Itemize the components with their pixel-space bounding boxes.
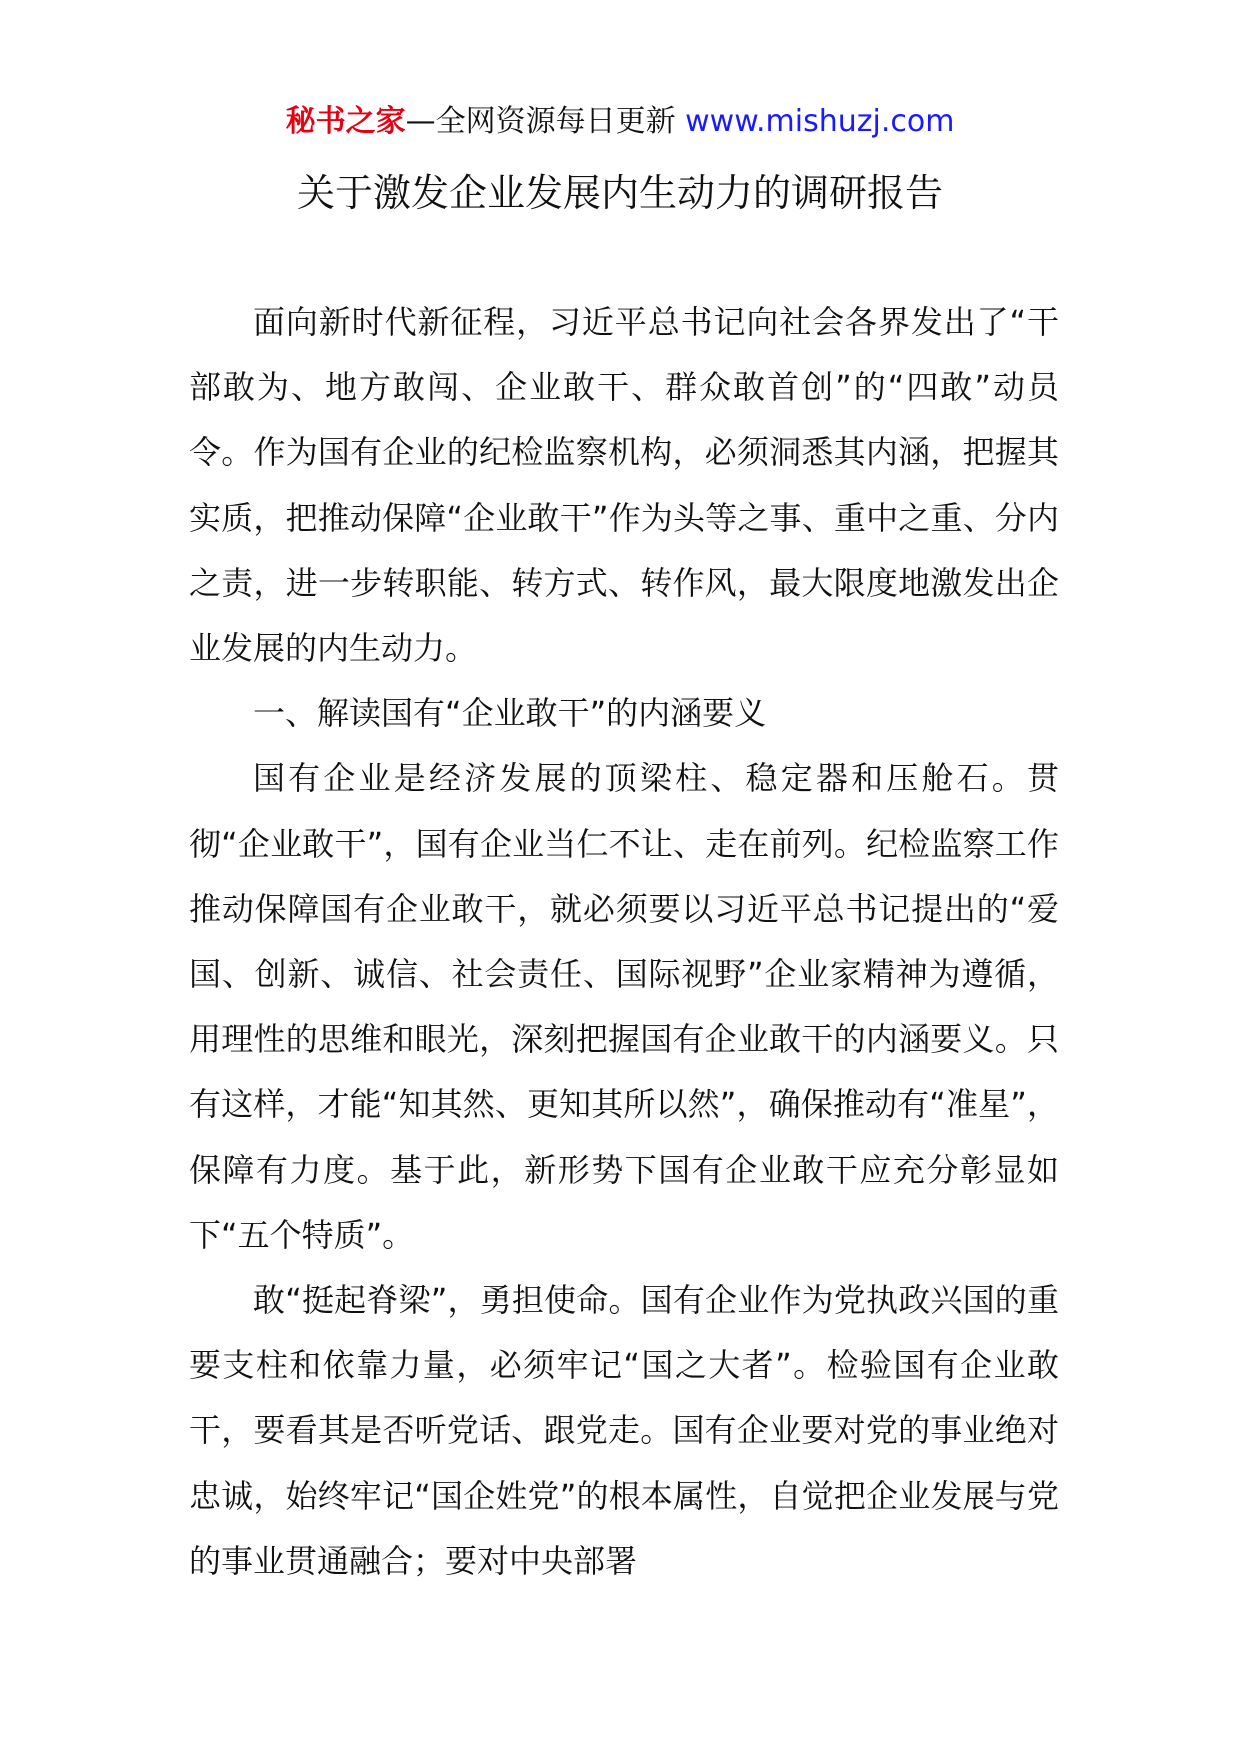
- body-paragraph: 敢“挺起脊梁”，勇担使命。国有企业作为党执政兴国的重要支柱和依靠力量，必须牢记“国之大者”。检验国有企业敢干，要看其是否听党话、跟党走。国有企业要对党的事业绝对忠诚，始终牢记“国企姓党”的根本属性，自觉把企业发展与党的事业贯通融合；要对中央部署: [189, 1281, 1059, 1580]
- header-slogan: —全网资源每日更新: [405, 104, 676, 139]
- site-url-link[interactable]: www.mishuzj.com: [685, 104, 955, 139]
- document-body: [189, 290, 1059, 1730]
- document-title: 关于激发企业发展内生动力的调研报告: [296, 171, 943, 215]
- body-paragraph: 国有企业是经济发展的顶梁柱、稳定器和压舱石。贯彻“企业敢干”，国有企业当仁不让、走在前列。纪检监察工作推动保障国有企业敢干，就必须要以习近平总书记提出的“爱国、创新、诚信、社会责任、国际视野”企业家精神为遵循，用理性的思维和眼光，深刻把握国有企业敢干的内涵要义。只有这样，才能“知其然、更知其所以然”，确保推动有“准星”，保障有力度。基于此，新形势下国有企业敢干应充分彰显如下“五个特质”。: [189, 759, 1059, 1254]
- site-header: [0, 100, 1240, 144]
- body-paragraph: 面向新时代新征程，习近平总书记向社会各界发出了“干部敢为、地方敢闯、企业敢干、群众敢首创”的“四敢”动员令。作为国有企业的纪检监察机构，必须洞悉其内涵，把握其实质，把推动保障“企业敢干”作为头等之事、重中之重、分内之责，进一步转职能、转方式、转作风，最大限度地激发出企业发展的内生动力。: [189, 303, 1059, 668]
- section-heading: 一、解读国有“企业敢干”的内涵要义: [253, 694, 767, 733]
- brand-name: 秘书之家: [285, 104, 406, 139]
